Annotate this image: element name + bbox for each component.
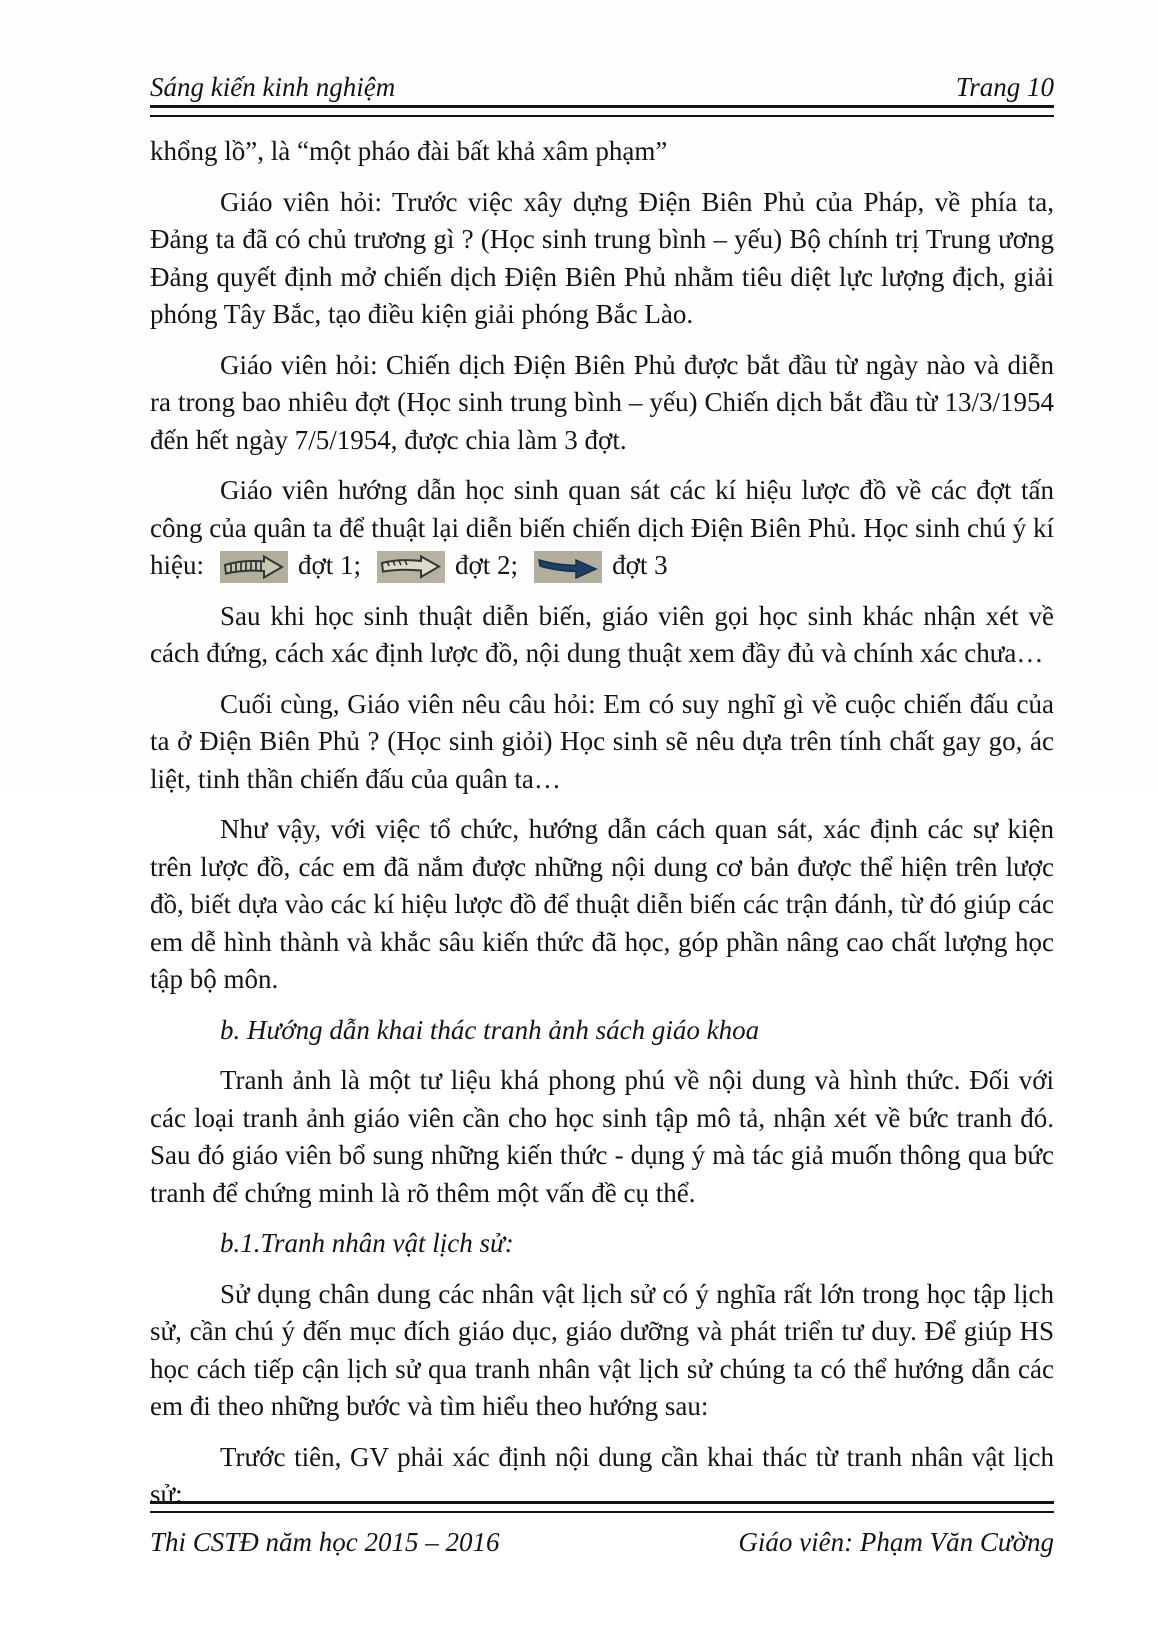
legend-label: đợt 2;	[455, 550, 519, 580]
legend-label: đợt 3	[612, 550, 668, 580]
legend-label: đợt 1;	[298, 550, 362, 580]
footer-left-text: Thi CSTĐ năm học 2015 – 2016	[150, 1527, 500, 1557]
document-body	[150, 133, 1054, 1514]
hatched-arrow-icon	[220, 551, 288, 583]
paragraph: khổng lồ”, là “một pháo đài bất khả xâm phạm”	[150, 136, 668, 166]
open-arrow-icon	[377, 551, 445, 583]
paragraph: Như vậy, với việc tổ chức, hướng dẫn cách quan sát, xác định các sự kiện trên lược đồ, các em đã nắm được những nội dung cơ bản được thể hiện trên lược đồ, biết dựa vào các kí hiệu lược đồ để thuật diễn biến các trận đánh, từ đó giúp các em dễ hình thành và khắc sâu kiến thức đã học, góp phần nâng cao chất lượng học tập bộ môn.	[150, 814, 1054, 994]
paragraph: Sau khi học sinh thuật diễn biến, giáo viên gọi học sinh khác nhận xét về cách đứng, cách xác định lược đồ, nội dung thuật xem đầy đủ và chính xác chưa…	[150, 600, 1054, 668]
solid-blue-arrow-icon	[534, 551, 602, 583]
paragraph-legend	[150, 472, 1054, 585]
header-divider	[150, 105, 1054, 117]
header-running-title: Sáng kiến kinh nghiệm	[150, 72, 396, 102]
subsection-heading: b.1.Tranh nhân vật lịch sử:	[220, 1228, 514, 1258]
page-number: Trang 10	[955, 72, 1054, 102]
subsection-heading: b. Hướng dẫn khai thác tranh ảnh sách giáo khoa	[220, 1014, 760, 1045]
page-header	[150, 72, 1054, 102]
paragraph: Giáo viên hỏi: Trước việc xây dựng Điện Biên Phủ của Pháp, về phía ta, Đảng ta đã có chủ trương gì ? (Học sinh trung bình – yếu) Bộ chính trị Trung ương Đảng quyết định mở chiến dịch Điện Biên Phủ nhằm tiêu diệt lực lượng địch, giải phóng Tây Bắc, tạo điều kiện giải phóng Bắc Lào.	[150, 186, 1054, 329]
paragraph: Sử dụng chân dung các nhân vật lịch sử có ý nghĩa rất lớn trong học tập lịch sử, cần chú ý đến mục đích giáo dục, giáo dưỡng và phát triển tư duy. Để giúp HS học cách tiếp cận lịch sử qua tranh nhân vật lịch sử chúng ta có thể hướng dẫn các em đi theo những bước và tìm hiểu theo hướng sau:	[150, 1278, 1054, 1421]
footer-right-text: Giáo viên: Phạm Văn Cường	[738, 1527, 1054, 1557]
paragraph: Tranh ảnh là một tư liệu khá phong phú về nội dung và hình thức. Đối với các loại tranh ảnh giáo viên cần cho học sinh tập mô tả, nhận xét về bức tranh đó. Sau đó giáo viên bổ sung những kiến thức - dụng ý mà tác giả muốn thông qua bức tranh để chứng minh là rõ thêm một vấn đề cụ thể.	[150, 1065, 1054, 1208]
paragraph-text: Giáo viên hướng dẫn học sinh quan sát các kí hiệu lược đồ về các đợt tấn công của quân ta để thuật lại diễn biến chiến dịch Điện Biên Phủ. Học sinh chú ý kí hiệu:	[150, 475, 1054, 580]
paragraph: Cuối cùng, Giáo viên nêu câu hỏi: Em có suy nghĩ gì về cuộc chiến đấu của ta ở Điện Biên Phủ ? (Học sinh giỏi) Học sinh sẽ nêu dựa trên tính chất gay go, ác liệt, tinh thần chiến đấu của quân ta…	[150, 688, 1054, 794]
paragraph: Giáo viên hỏi: Chiến dịch Điện Biên Phủ được bắt đầu từ ngày nào và diễn ra trong bao nhiêu đợt (Học sinh trung bình – yếu) Chiến dịch bắt đầu từ 13/3/1954 đến hết ngày 7/5/1954, được chia làm 3 đợt.	[150, 349, 1054, 455]
footer-divider	[150, 1501, 1054, 1513]
page-footer	[150, 1498, 1054, 1558]
paragraph: Trước tiên, GV phải xác định nội dung cần khai thác từ tranh nhân vật lịch sử:	[150, 1441, 1054, 1509]
